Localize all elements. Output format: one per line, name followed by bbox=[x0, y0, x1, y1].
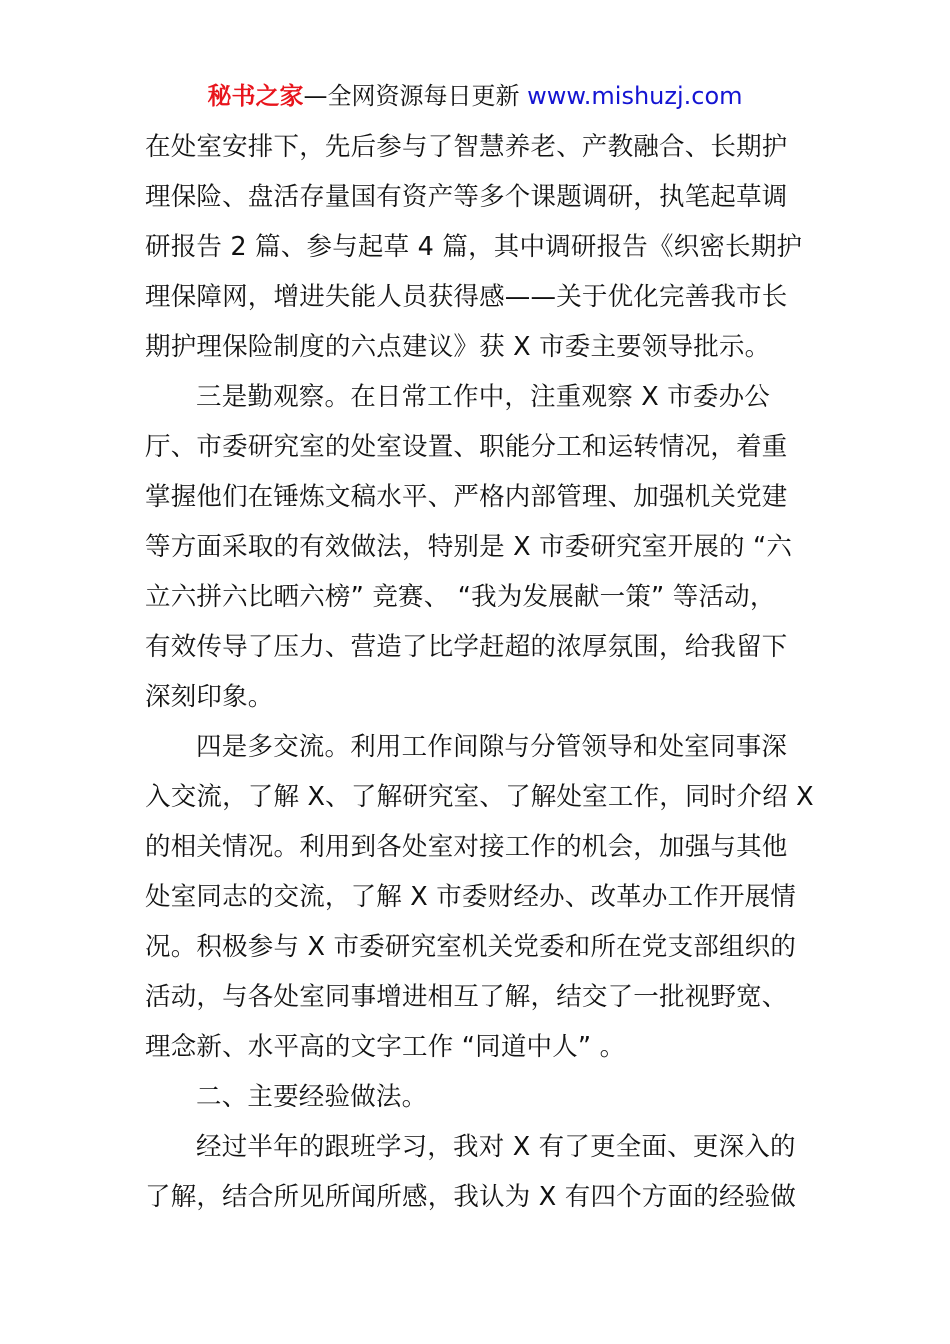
site-url-link[interactable]: www.mishuzj.com bbox=[527, 82, 743, 110]
text-line: 期护理保险制度的六点建议》获 X 市委主要领导批示。 bbox=[145, 332, 771, 362]
text-line: 活动，与各处室同事增进相互了解，结交了一批视野宽、 bbox=[145, 982, 788, 1012]
site-header bbox=[0, 80, 950, 112]
paragraph-start-line: 三是勤观察。在日常工作中，注重观察 X 市委办公 bbox=[196, 382, 770, 412]
text-line: 理保障网，增进失能人员获得感——关于优化完善我市长 bbox=[145, 282, 788, 312]
text-line: 的相关情况。利用到各处室对接工作的机会，加强与其他 bbox=[145, 832, 788, 862]
text-line: 深刻印象。 bbox=[145, 682, 274, 712]
text-line: 有效传导了压力、营造了比学赶超的浓厚氛围，给我留下 bbox=[145, 632, 788, 662]
text-line: 入交流，了解 X、了解研究室、了解处室工作，同时介绍 X bbox=[145, 782, 814, 812]
text-line: 等方面采取的有效做法，特别是 X 市委研究室开展的 “六 bbox=[145, 532, 793, 562]
text-line: 掌握他们在锤炼文稿水平、严格内部管理、加强机关党建 bbox=[145, 482, 788, 512]
text-line: 研报告 2 篇、参与起草 4 篇，其中调研报告《织密长期护 bbox=[145, 232, 803, 262]
paragraph-start-line: 四是多交流。利用工作间隙与分管领导和处室同事深 bbox=[196, 732, 788, 762]
text-line: 在处室安排下，先后参与了智慧养老、产教融合、长期护 bbox=[145, 132, 788, 162]
text-line: 况。积极参与 X 市委研究室机关党委和所在党支部组织的 bbox=[145, 932, 797, 962]
site-tagline: —全网资源每日更新 bbox=[303, 82, 520, 110]
text-line: 了解，结合所见所闻所感，我认为 X 有四个方面的经验做 bbox=[145, 1182, 797, 1212]
section-heading: 二、主要经验做法。 bbox=[196, 1082, 428, 1112]
text-line: 立六拼六比晒六榜” 竞赛、 “我为发展献一策” 等活动， bbox=[145, 582, 776, 612]
text-line: 理保险、盘活存量国有资产等多个课题调研，执笔起草调 bbox=[145, 182, 788, 212]
text-line: 处室同志的交流，了解 X 市委财经办、改革办工作开展情 bbox=[145, 882, 797, 912]
text-line: 理念新、水平高的文字工作 “同道中人” 。 bbox=[145, 1032, 626, 1062]
text-line: 厅、市委研究室的处室设置、职能分工和运转情况，着重 bbox=[145, 432, 788, 462]
document-body bbox=[145, 122, 815, 1222]
site-brand: 秘书之家 bbox=[207, 82, 304, 110]
paragraph-start-line: 经过半年的跟班学习，我对 X 有了更全面、更深入的 bbox=[196, 1132, 796, 1162]
